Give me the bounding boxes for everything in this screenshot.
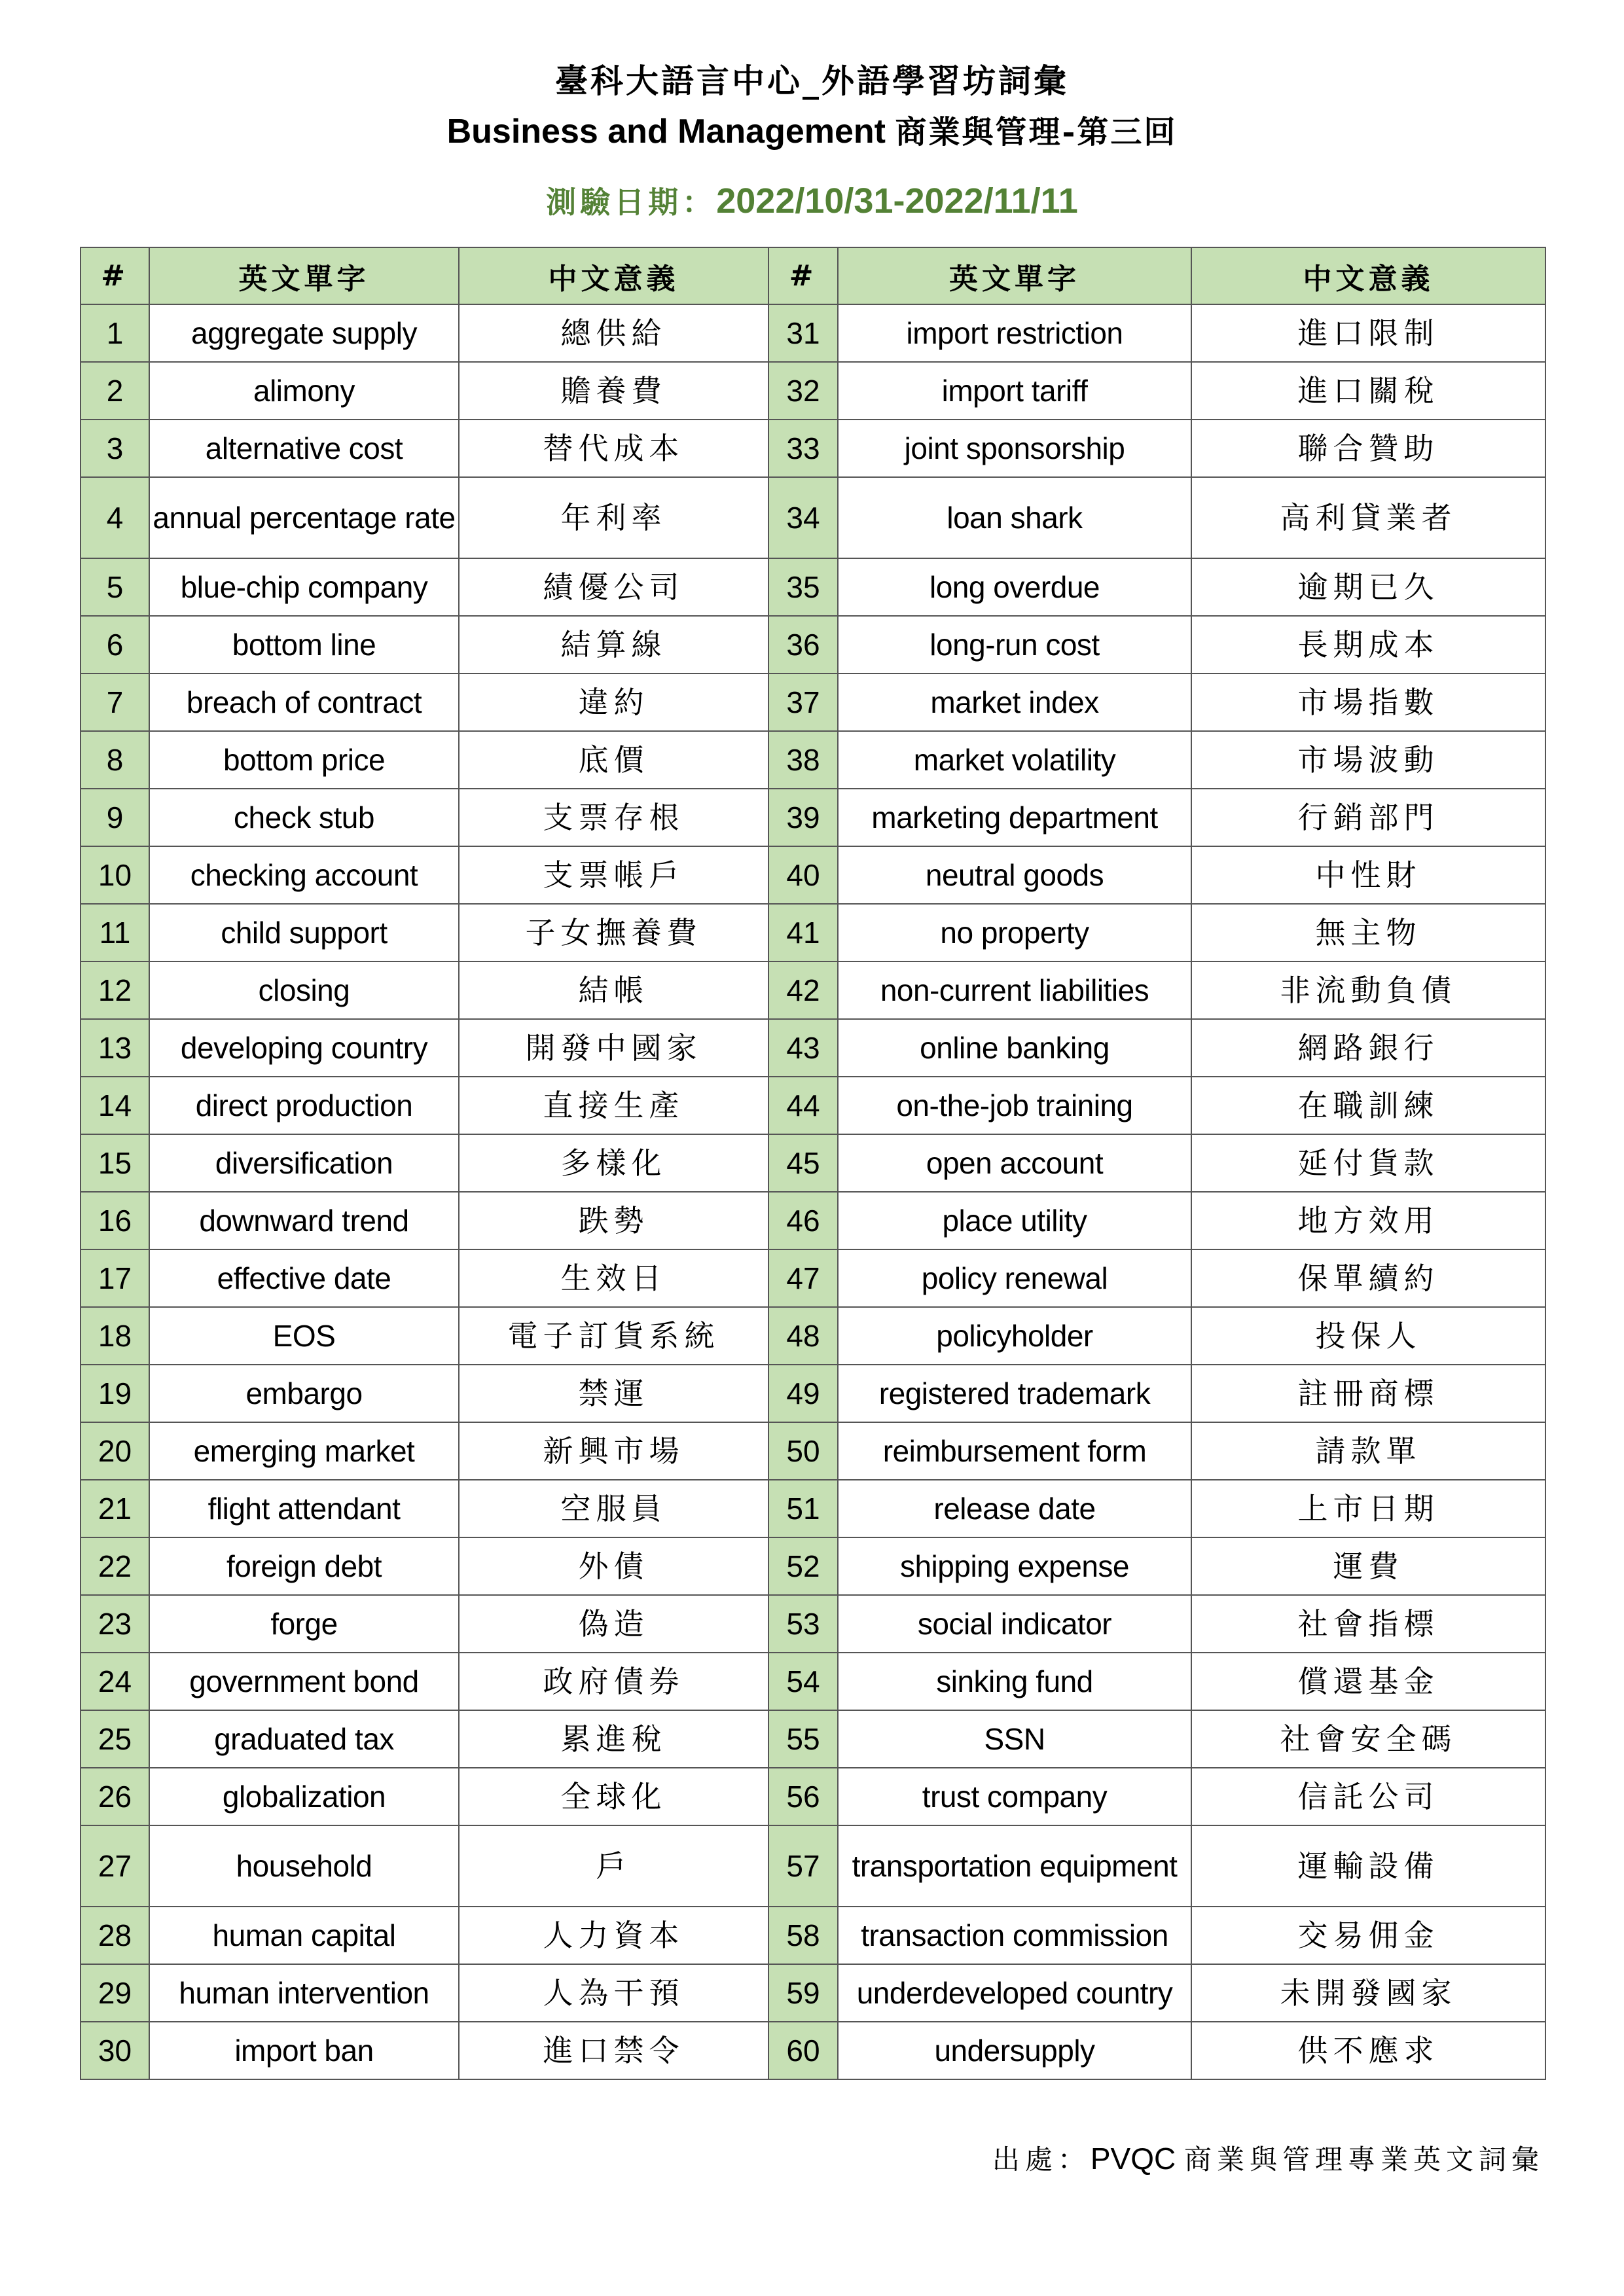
term-number: 52 bbox=[768, 1537, 838, 1595]
english-term: neutral goods bbox=[838, 846, 1191, 904]
english-term: import ban bbox=[149, 2022, 459, 2079]
term-number: 11 bbox=[81, 904, 149, 961]
test-date-label: 測驗日期： bbox=[546, 185, 717, 220]
subtitle-chinese: 商業與管理-第三回 bbox=[895, 114, 1178, 151]
chinese-meaning: 社會安全碼 bbox=[1191, 1710, 1545, 1768]
chinese-meaning: 註冊商標 bbox=[1191, 1365, 1545, 1422]
chinese-meaning: 上市日期 bbox=[1191, 1480, 1545, 1537]
english-term: market volatility bbox=[838, 731, 1191, 789]
table-row bbox=[81, 477, 1545, 558]
english-term: alternative cost bbox=[149, 420, 459, 477]
table-row bbox=[81, 731, 1545, 789]
chinese-meaning: 年利率 bbox=[459, 477, 768, 558]
english-term: alimony bbox=[149, 362, 459, 420]
english-term: globalization bbox=[149, 1768, 459, 1825]
term-number: 23 bbox=[81, 1595, 149, 1653]
chinese-meaning: 網路銀行 bbox=[1191, 1019, 1545, 1077]
source-name-chinese: 商業與管理專業英文詞彙 bbox=[1183, 2144, 1544, 2176]
term-number: 12 bbox=[81, 961, 149, 1019]
term-number: 41 bbox=[768, 904, 838, 961]
term-number: 45 bbox=[768, 1134, 838, 1192]
english-term: reimbursement form bbox=[838, 1422, 1191, 1480]
table-row bbox=[81, 1134, 1545, 1192]
english-term: closing bbox=[149, 961, 459, 1019]
subtitle-english: Business and Management bbox=[446, 113, 886, 151]
chinese-meaning: 全球化 bbox=[459, 1768, 768, 1825]
english-term: EOS bbox=[149, 1307, 459, 1365]
source-label: 出處： bbox=[992, 2144, 1091, 2176]
chinese-meaning: 替代成本 bbox=[459, 420, 768, 477]
term-number: 20 bbox=[81, 1422, 149, 1480]
term-number: 26 bbox=[81, 1768, 149, 1825]
term-number: 7 bbox=[81, 673, 149, 731]
chinese-meaning: 人為干預 bbox=[459, 1964, 768, 2022]
chinese-meaning: 贍養費 bbox=[459, 362, 768, 420]
chinese-meaning: 逾期已久 bbox=[1191, 558, 1545, 616]
term-number: 4 bbox=[81, 477, 149, 558]
english-term: loan shark bbox=[838, 477, 1191, 558]
english-term: sinking fund bbox=[838, 1653, 1191, 1710]
english-term: online banking bbox=[838, 1019, 1191, 1077]
term-number: 2 bbox=[81, 362, 149, 420]
chinese-meaning: 市場波動 bbox=[1191, 731, 1545, 789]
chinese-meaning: 社會指標 bbox=[1191, 1595, 1545, 1653]
chinese-meaning: 聯合贊助 bbox=[1191, 420, 1545, 477]
chinese-meaning: 底價 bbox=[459, 731, 768, 789]
chinese-meaning: 累進稅 bbox=[459, 1710, 768, 1768]
english-term: market index bbox=[838, 673, 1191, 731]
english-term: joint sponsorship bbox=[838, 420, 1191, 477]
chinese-meaning: 支票帳戶 bbox=[459, 846, 768, 904]
english-term: foreign debt bbox=[149, 1537, 459, 1595]
term-number: 42 bbox=[768, 961, 838, 1019]
english-term: transaction commission bbox=[838, 1907, 1191, 1964]
english-term: household bbox=[149, 1825, 459, 1907]
chinese-meaning: 交易佣金 bbox=[1191, 1907, 1545, 1964]
term-number: 19 bbox=[81, 1365, 149, 1422]
table-row bbox=[81, 2022, 1545, 2079]
chinese-meaning: 進口關稅 bbox=[1191, 362, 1545, 420]
term-number: 60 bbox=[768, 2022, 838, 2079]
term-number: 30 bbox=[81, 2022, 149, 2079]
column-header-number: # bbox=[81, 247, 149, 304]
chinese-meaning: 進口限制 bbox=[1191, 304, 1545, 362]
table-row bbox=[81, 673, 1545, 731]
english-term: blue-chip company bbox=[149, 558, 459, 616]
english-term: flight attendant bbox=[149, 1480, 459, 1537]
english-term: import restriction bbox=[838, 304, 1191, 362]
english-term: policy renewal bbox=[838, 1249, 1191, 1307]
table-row bbox=[81, 961, 1545, 1019]
test-date bbox=[0, 179, 1624, 223]
english-term: developing country bbox=[149, 1019, 459, 1077]
english-term: trust company bbox=[838, 1768, 1191, 1825]
chinese-meaning: 總供給 bbox=[459, 304, 768, 362]
table-row bbox=[81, 362, 1545, 420]
chinese-meaning: 在職訓練 bbox=[1191, 1077, 1545, 1134]
english-term: embargo bbox=[149, 1365, 459, 1422]
term-number: 28 bbox=[81, 1907, 149, 1964]
english-term: import tariff bbox=[838, 362, 1191, 420]
table-row bbox=[81, 1077, 1545, 1134]
term-number: 53 bbox=[768, 1595, 838, 1653]
english-term: social indicator bbox=[838, 1595, 1191, 1653]
chinese-meaning: 開發中國家 bbox=[459, 1019, 768, 1077]
term-number: 32 bbox=[768, 362, 838, 420]
english-term: no property bbox=[838, 904, 1191, 961]
chinese-meaning: 直接生產 bbox=[459, 1077, 768, 1134]
table-row bbox=[81, 1307, 1545, 1365]
term-number: 24 bbox=[81, 1653, 149, 1710]
chinese-meaning: 人力資本 bbox=[459, 1907, 768, 1964]
term-number: 10 bbox=[81, 846, 149, 904]
chinese-meaning: 高利貸業者 bbox=[1191, 477, 1545, 558]
english-term: SSN bbox=[838, 1710, 1191, 1768]
term-number: 59 bbox=[768, 1964, 838, 2022]
table-row bbox=[81, 1480, 1545, 1537]
term-number: 58 bbox=[768, 1907, 838, 1964]
chinese-meaning: 投保人 bbox=[1191, 1307, 1545, 1365]
table-row bbox=[81, 1825, 1545, 1907]
table-row bbox=[81, 904, 1545, 961]
table-row bbox=[81, 1192, 1545, 1249]
english-term: policyholder bbox=[838, 1307, 1191, 1365]
term-number: 21 bbox=[81, 1480, 149, 1537]
english-term: bottom line bbox=[149, 616, 459, 673]
english-term: non-current liabilities bbox=[838, 961, 1191, 1019]
chinese-meaning: 供不應求 bbox=[1191, 2022, 1545, 2079]
term-number: 34 bbox=[768, 477, 838, 558]
term-number: 50 bbox=[768, 1422, 838, 1480]
english-term: undersupply bbox=[838, 2022, 1191, 2079]
table-row bbox=[81, 420, 1545, 477]
term-number: 49 bbox=[768, 1365, 838, 1422]
chinese-meaning: 多樣化 bbox=[459, 1134, 768, 1192]
term-number: 3 bbox=[81, 420, 149, 477]
english-term: long overdue bbox=[838, 558, 1191, 616]
term-number: 5 bbox=[81, 558, 149, 616]
source-name-english: PVQC bbox=[1090, 2142, 1176, 2176]
term-number: 22 bbox=[81, 1537, 149, 1595]
term-number: 9 bbox=[81, 789, 149, 846]
chinese-meaning: 支票存根 bbox=[459, 789, 768, 846]
term-number: 13 bbox=[81, 1019, 149, 1077]
column-header-chinese: 中文意義 bbox=[459, 247, 768, 304]
term-number: 1 bbox=[81, 304, 149, 362]
chinese-meaning: 請款單 bbox=[1191, 1422, 1545, 1480]
table-row bbox=[81, 1422, 1545, 1480]
english-term: forge bbox=[149, 1595, 459, 1653]
term-number: 36 bbox=[768, 616, 838, 673]
chinese-meaning: 違約 bbox=[459, 673, 768, 731]
term-number: 39 bbox=[768, 789, 838, 846]
english-term: government bond bbox=[149, 1653, 459, 1710]
term-number: 15 bbox=[81, 1134, 149, 1192]
term-number: 33 bbox=[768, 420, 838, 477]
term-number: 48 bbox=[768, 1307, 838, 1365]
english-term: annual percentage rate bbox=[149, 477, 459, 558]
english-term: aggregate supply bbox=[149, 304, 459, 362]
chinese-meaning: 保單續約 bbox=[1191, 1249, 1545, 1307]
table-row bbox=[81, 1249, 1545, 1307]
chinese-meaning: 長期成本 bbox=[1191, 616, 1545, 673]
table-row bbox=[81, 1595, 1545, 1653]
english-term: child support bbox=[149, 904, 459, 961]
term-number: 57 bbox=[768, 1825, 838, 1907]
term-number: 38 bbox=[768, 731, 838, 789]
term-number: 43 bbox=[768, 1019, 838, 1077]
term-number: 8 bbox=[81, 731, 149, 789]
term-number: 16 bbox=[81, 1192, 149, 1249]
test-date-range: 2022/10/31-2022/11/11 bbox=[716, 181, 1078, 221]
chinese-meaning: 未開發國家 bbox=[1191, 1964, 1545, 2022]
english-term: bottom price bbox=[149, 731, 459, 789]
term-number: 55 bbox=[768, 1710, 838, 1768]
term-number: 56 bbox=[768, 1768, 838, 1825]
chinese-meaning: 行銷部門 bbox=[1191, 789, 1545, 846]
column-header-english: 英文單字 bbox=[149, 247, 459, 304]
column-header-english: 英文單字 bbox=[838, 247, 1191, 304]
english-term: downward trend bbox=[149, 1192, 459, 1249]
chinese-meaning: 償還基金 bbox=[1191, 1653, 1545, 1710]
column-header-number: # bbox=[768, 247, 838, 304]
table-row bbox=[81, 1710, 1545, 1768]
table-row bbox=[81, 1019, 1545, 1077]
table-row bbox=[81, 1365, 1545, 1422]
chinese-meaning: 進口禁令 bbox=[459, 2022, 768, 2079]
term-number: 35 bbox=[768, 558, 838, 616]
english-term: shipping expense bbox=[838, 1537, 1191, 1595]
english-term: direct production bbox=[149, 1077, 459, 1134]
english-term: effective date bbox=[149, 1249, 459, 1307]
english-term: underdeveloped country bbox=[838, 1964, 1191, 2022]
term-number: 40 bbox=[768, 846, 838, 904]
term-number: 47 bbox=[768, 1249, 838, 1307]
chinese-meaning: 新興市場 bbox=[459, 1422, 768, 1480]
chinese-meaning: 中性財 bbox=[1191, 846, 1545, 904]
chinese-meaning: 市場指數 bbox=[1191, 673, 1545, 731]
term-number: 17 bbox=[81, 1249, 149, 1307]
english-term: graduated tax bbox=[149, 1710, 459, 1768]
table-row bbox=[81, 558, 1545, 616]
term-number: 14 bbox=[81, 1077, 149, 1134]
english-term: registered trademark bbox=[838, 1365, 1191, 1422]
chinese-meaning: 戶 bbox=[459, 1825, 768, 1907]
vocabulary-table bbox=[80, 247, 1546, 2080]
term-number: 54 bbox=[768, 1653, 838, 1710]
term-number: 51 bbox=[768, 1480, 838, 1537]
chinese-meaning: 績優公司 bbox=[459, 558, 768, 616]
table-row bbox=[81, 1768, 1545, 1825]
chinese-meaning: 信託公司 bbox=[1191, 1768, 1545, 1825]
english-term: check stub bbox=[149, 789, 459, 846]
table-row bbox=[81, 1537, 1545, 1595]
chinese-meaning: 生效日 bbox=[459, 1249, 768, 1307]
table-row bbox=[81, 846, 1545, 904]
english-term: open account bbox=[838, 1134, 1191, 1192]
english-term: marketing department bbox=[838, 789, 1191, 846]
chinese-meaning: 電子訂貨系統 bbox=[459, 1307, 768, 1365]
term-number: 6 bbox=[81, 616, 149, 673]
term-number: 29 bbox=[81, 1964, 149, 2022]
chinese-meaning: 無主物 bbox=[1191, 904, 1545, 961]
term-number: 37 bbox=[768, 673, 838, 731]
chinese-meaning: 運費 bbox=[1191, 1537, 1545, 1595]
chinese-meaning: 禁運 bbox=[459, 1365, 768, 1422]
table-row bbox=[81, 789, 1545, 846]
term-number: 44 bbox=[768, 1077, 838, 1134]
english-term: human intervention bbox=[149, 1964, 459, 2022]
chinese-meaning: 延付貨款 bbox=[1191, 1134, 1545, 1192]
term-number: 25 bbox=[81, 1710, 149, 1768]
table-row bbox=[81, 304, 1545, 362]
english-term: breach of contract bbox=[149, 673, 459, 731]
chinese-meaning: 非流動負債 bbox=[1191, 961, 1545, 1019]
chinese-meaning: 結算線 bbox=[459, 616, 768, 673]
chinese-meaning: 跌勢 bbox=[459, 1192, 768, 1249]
chinese-meaning: 運輸設備 bbox=[1191, 1825, 1545, 1907]
chinese-meaning: 地方效用 bbox=[1191, 1192, 1545, 1249]
english-term: release date bbox=[838, 1480, 1191, 1537]
english-term: human capital bbox=[149, 1907, 459, 1964]
term-number: 46 bbox=[768, 1192, 838, 1249]
term-number: 18 bbox=[81, 1307, 149, 1365]
table-row bbox=[81, 1964, 1545, 2022]
chinese-meaning: 結帳 bbox=[459, 961, 768, 1019]
english-term: place utility bbox=[838, 1192, 1191, 1249]
term-number: 27 bbox=[81, 1825, 149, 1907]
english-term: transportation equipment bbox=[838, 1825, 1191, 1907]
english-term: diversification bbox=[149, 1134, 459, 1192]
english-term: on-the-job training bbox=[838, 1077, 1191, 1134]
table-row bbox=[81, 1907, 1545, 1964]
table-header-row bbox=[81, 247, 1545, 304]
english-term: long-run cost bbox=[838, 616, 1191, 673]
document-subtitle bbox=[0, 110, 1624, 153]
chinese-meaning: 政府債券 bbox=[459, 1653, 768, 1710]
document-title: 臺科大語言中心_外語學習坊詞彙 bbox=[555, 62, 1069, 100]
chinese-meaning: 空服員 bbox=[459, 1480, 768, 1537]
table-row bbox=[81, 616, 1545, 673]
table-row bbox=[81, 1653, 1545, 1710]
chinese-meaning: 偽造 bbox=[459, 1595, 768, 1653]
column-header-chinese: 中文意義 bbox=[1191, 247, 1545, 304]
source-citation bbox=[992, 2139, 1544, 2178]
english-term: emerging market bbox=[149, 1422, 459, 1480]
english-term: checking account bbox=[149, 846, 459, 904]
chinese-meaning: 外債 bbox=[459, 1537, 768, 1595]
term-number: 31 bbox=[768, 304, 838, 362]
chinese-meaning: 子女撫養費 bbox=[459, 904, 768, 961]
